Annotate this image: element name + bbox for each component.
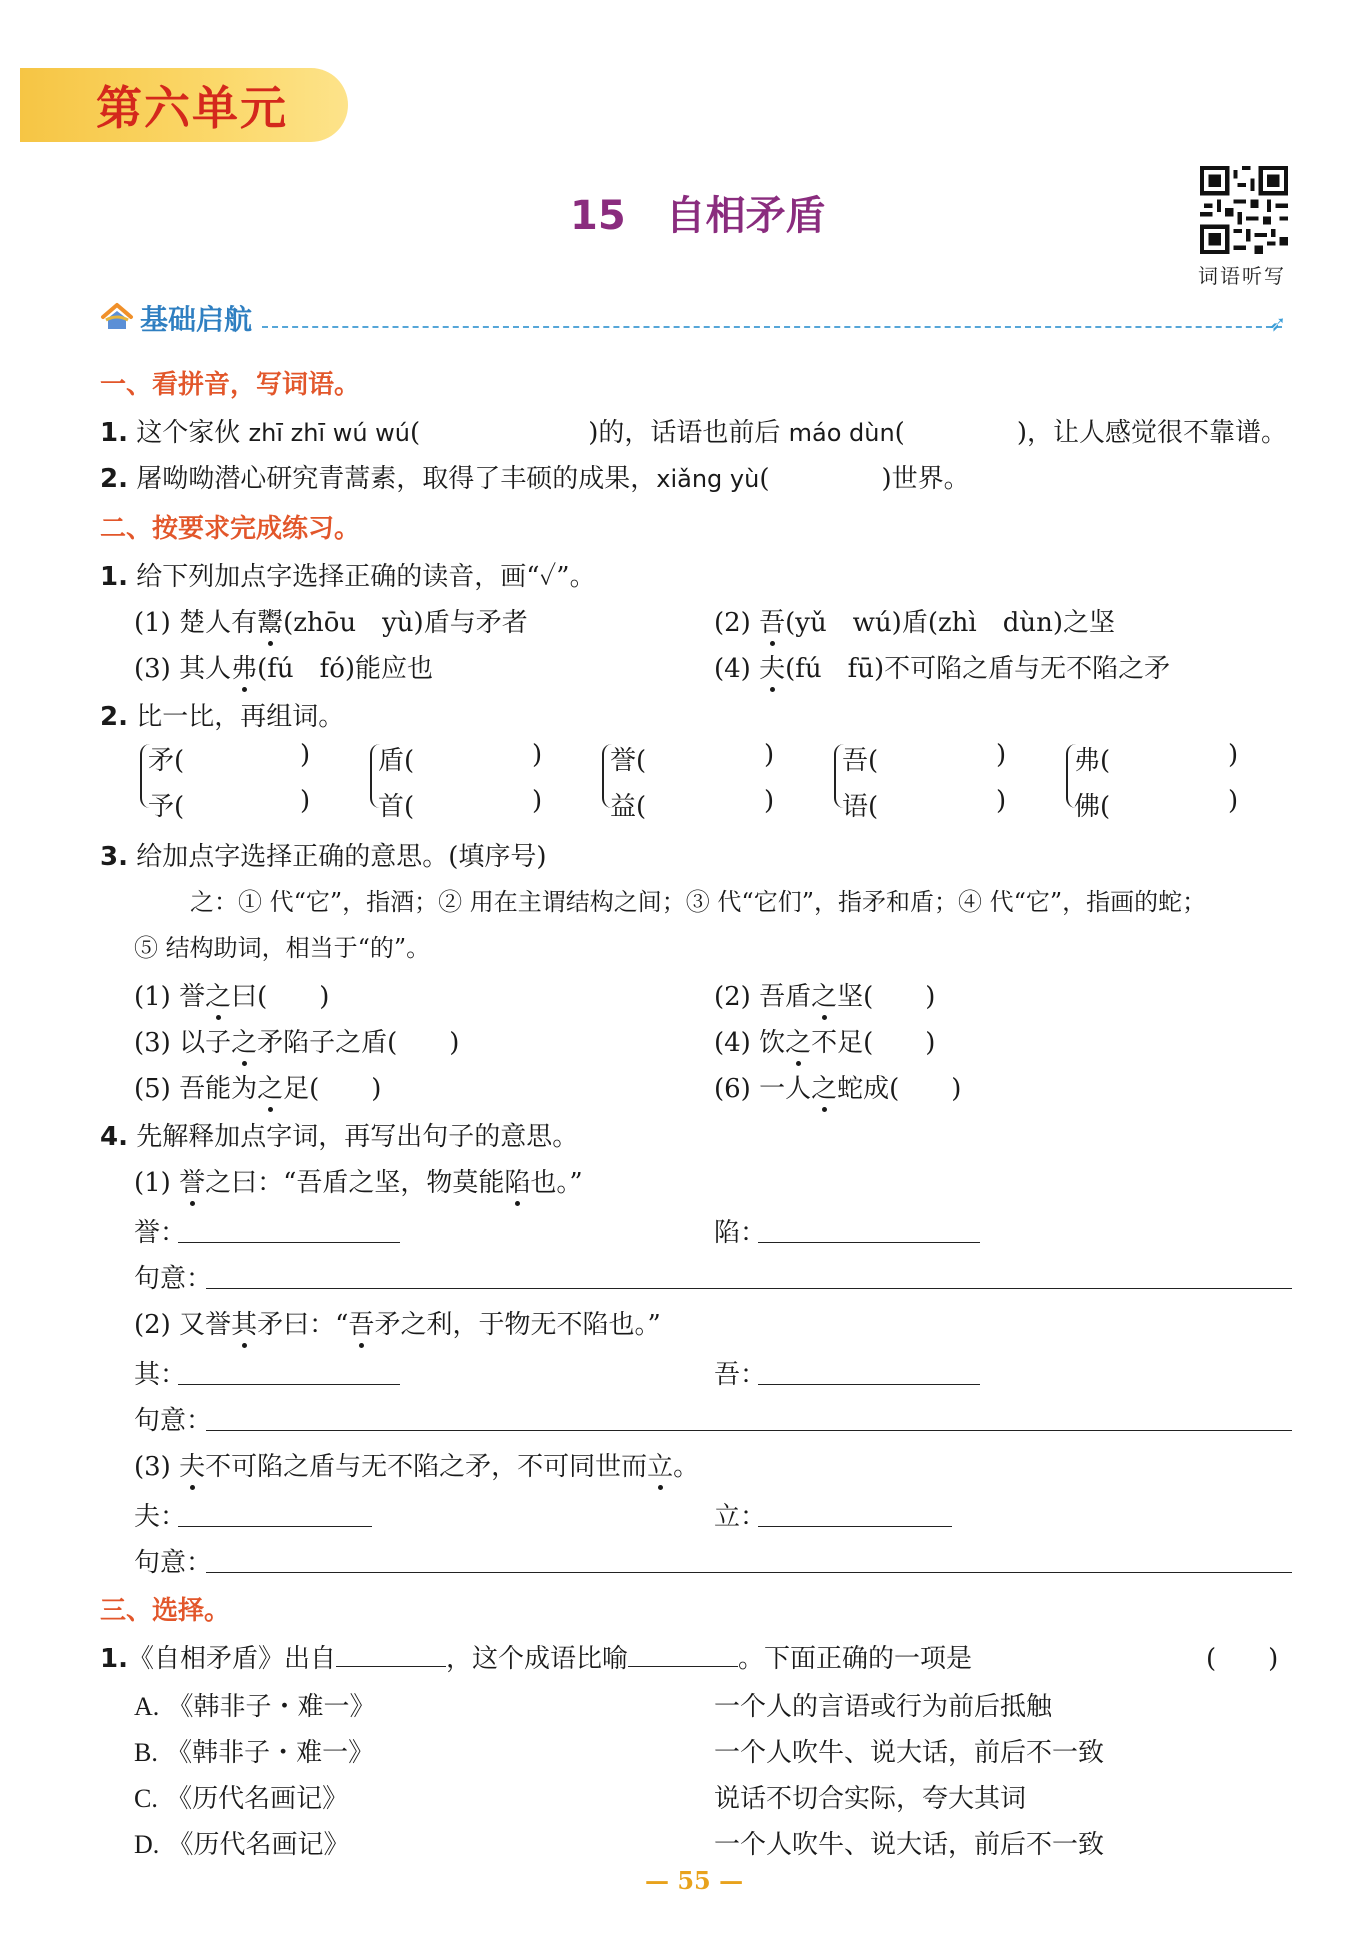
item-text: (4) <box>714 654 760 684</box>
word-label: 吾： <box>714 1360 767 1390</box>
dotted-char: 之 <box>785 1022 811 1059</box>
lesson-title <box>570 184 826 241</box>
item-text: (fú fó)能应也 <box>257 654 434 684</box>
part1-q1 <box>100 412 1287 449</box>
answer-line[interactable] <box>206 1572 1292 1573</box>
question-text: 《自相矛盾》出自 <box>127 1644 336 1674</box>
dotted-char: 吾 <box>348 1304 374 1341</box>
dotted-char: 夫 <box>179 1446 205 1483</box>
sentence-text: 也。” <box>530 1168 583 1198</box>
question-text: )，让人感觉很不靠谱。 <box>1016 418 1287 448</box>
part2-q4 <box>100 1116 578 1153</box>
paren-close: ) <box>532 786 543 816</box>
option-source: 《历代名画记》 <box>167 1830 350 1860</box>
paren-close: ) <box>532 740 543 770</box>
option-source: 《历代名画记》 <box>166 1784 349 1814</box>
meaning-label: 句意： <box>134 1406 213 1436</box>
section-divider <box>262 326 1282 328</box>
item-text: (3) 以子 <box>134 1028 232 1058</box>
paren-close: ) <box>1228 786 1239 816</box>
option-d[interactable] <box>134 1824 350 1861</box>
pair-top[interactable] <box>610 740 646 777</box>
paren-close: ) <box>764 740 775 770</box>
question-text: )的，话语也前后 <box>588 418 789 448</box>
arrow-right-icon: ➶ <box>1268 312 1287 337</box>
pair-top[interactable] <box>842 740 878 777</box>
pinyin: máo dùn <box>788 419 895 447</box>
question-text: ，这个成语比喻 <box>445 1644 628 1674</box>
qr-code-icon[interactable] <box>1200 166 1288 254</box>
question-text: 先解释加点字词，再写出句子的意思。 <box>136 1122 579 1152</box>
option-a-meaning: 一个人的言语或行为前后抵触 <box>714 1692 1053 1722</box>
paren-open: ( <box>894 418 905 448</box>
item-text: 不足( ) <box>811 1028 936 1058</box>
sentence-2 <box>134 1304 661 1341</box>
meaning-item[interactable] <box>134 976 329 1013</box>
item-text: (3) 其人 <box>134 654 232 684</box>
meaning-item[interactable] <box>714 1068 961 1105</box>
question-text: 给下列加点字选择正确的读音，画“✓”。 <box>136 562 596 592</box>
dotted-char: 其 <box>231 1304 257 1341</box>
pair-char: 矛( <box>148 746 185 776</box>
sentence-text: (2) 又誉 <box>134 1310 232 1340</box>
part3-heading: 三、选择。 <box>100 1596 231 1626</box>
pair-bottom[interactable] <box>842 786 878 823</box>
question-text: 屠呦呦潜心研究青蒿素，取得了丰硕的成果， <box>136 464 657 494</box>
item-text: 曰( ) <box>231 982 330 1012</box>
dotted-char: 之 <box>257 1068 283 1105</box>
answer-blank[interactable] <box>628 1645 738 1667</box>
page-number: — 55 — <box>645 1866 744 1895</box>
question-text: 这个家伙 <box>136 418 249 448</box>
paren-close: ) <box>996 786 1007 816</box>
option-c[interactable] <box>134 1778 348 1815</box>
sentence-3 <box>134 1446 699 1483</box>
item-text: 矛陷子之盾( ) <box>257 1028 460 1058</box>
item-text: (6) 一人 <box>714 1074 812 1104</box>
question-text: 比一比，再组词。 <box>136 702 345 732</box>
question-text: 。下面正确的一项是 <box>738 1644 973 1674</box>
answer-line[interactable] <box>758 1242 980 1243</box>
answer-line[interactable] <box>206 1288 1292 1289</box>
word-label: 夫： <box>134 1502 187 1532</box>
sentence-text: 矛曰：“ <box>257 1310 349 1340</box>
answer-line[interactable] <box>758 1526 952 1527</box>
pair-bottom[interactable] <box>1074 786 1110 823</box>
item-text: (1) 楚人有 <box>134 608 258 638</box>
item-text: 坚( ) <box>837 982 936 1012</box>
dotted-char: 之 <box>811 1068 837 1105</box>
sentence-text: (1) <box>134 1168 180 1198</box>
pair-char: 予( <box>148 792 185 822</box>
word-label: 陷： <box>714 1218 767 1248</box>
pair-bottom[interactable] <box>148 786 184 823</box>
section-title: 基础启航 <box>140 303 253 336</box>
answer-line[interactable] <box>178 1242 400 1243</box>
question-number: 2. <box>100 702 128 732</box>
item-text: (1) 誉 <box>134 982 206 1012</box>
sentence-text: 之曰：“吾盾之坚，物莫能 <box>205 1168 505 1198</box>
item-text: (4) 饮 <box>714 1028 786 1058</box>
dotted-char: 夫 <box>759 648 785 685</box>
option-a[interactable] <box>134 1686 376 1723</box>
meaning-label: 句意： <box>134 1264 213 1294</box>
part1-heading: 一、看拼音，写词语。 <box>100 370 361 400</box>
pair-char: 佛( <box>1074 792 1111 822</box>
item-text: 足( ) <box>283 1074 382 1104</box>
dotted-char: 弗 <box>231 648 257 685</box>
answer-line[interactable] <box>178 1526 372 1527</box>
dotted-char: 之 <box>231 1022 257 1059</box>
meaning-item[interactable] <box>714 1022 935 1059</box>
dotted-char: 立 <box>647 1446 673 1483</box>
meaning-label: 句意： <box>134 1548 213 1578</box>
question-number: 2. <box>100 464 128 494</box>
question-number: 1. <box>100 418 128 448</box>
word-label: 誉： <box>134 1218 187 1248</box>
answer-paren[interactable]: ( ) <box>1206 1644 1279 1674</box>
option-d-meaning: 一个人吹牛、说大话，前后不一致 <box>714 1830 1105 1860</box>
sentence-text: 不可陷之盾与无不陷之矛，不可同世而 <box>205 1452 648 1482</box>
paren-close: ) <box>300 786 311 816</box>
dotted-char: 鬻 <box>257 602 283 639</box>
question-number: 1. <box>100 562 128 592</box>
answer-blank[interactable] <box>336 1645 446 1667</box>
option-b[interactable] <box>134 1732 374 1769</box>
item-text: (zhōu yù)盾与矛者 <box>283 608 528 638</box>
part2-q2 <box>100 696 344 733</box>
pair-top[interactable] <box>1074 740 1110 777</box>
option-label: A. <box>134 1692 160 1721</box>
question-text: )世界。 <box>881 464 970 494</box>
item-text: (2) 吾盾 <box>714 982 812 1012</box>
part2-heading: 二、按要求完成练习。 <box>100 514 361 544</box>
paren-open: ( <box>759 464 770 494</box>
dotted-char: 之 <box>205 976 231 1013</box>
pair-top[interactable] <box>378 740 414 777</box>
lesson-name: 自相矛盾 <box>665 193 826 239</box>
answer-line[interactable] <box>178 1384 400 1385</box>
sentence-text: 矛之利，于物无不陷也。” <box>374 1310 661 1340</box>
dotted-char: 之 <box>811 976 837 1013</box>
pronunciation-item[interactable] <box>714 648 1170 685</box>
pinyin: xiǎng yù <box>656 465 760 493</box>
paren-close: ) <box>1228 740 1239 770</box>
sentence-text: 。 <box>673 1452 700 1482</box>
part2-q3 <box>100 836 547 873</box>
qr-caption: 词语听写 <box>1198 264 1286 288</box>
item-text: 蛇成( ) <box>837 1074 962 1104</box>
word-label: 立： <box>714 1502 767 1532</box>
question-number: 4. <box>100 1122 128 1152</box>
pair-char: 吾( <box>842 746 879 776</box>
answer-line[interactable] <box>758 1384 980 1385</box>
meaning-item[interactable] <box>714 976 935 1013</box>
question-number: 3. <box>100 842 128 872</box>
pinyin: zhī zhī wú wú <box>248 419 411 447</box>
part2-q1 <box>100 556 596 593</box>
pair-bottom[interactable] <box>378 786 414 823</box>
pair-top[interactable] <box>148 740 184 777</box>
pair-char: 弗( <box>1074 746 1111 776</box>
definition-line-2: ⑤ 结构助词，相当于“的”。 <box>134 934 431 962</box>
lesson-number: 15 <box>570 193 626 239</box>
unit-title: 第六单元 <box>96 81 288 135</box>
meaning-item[interactable] <box>134 1068 381 1105</box>
item-text: (5) 吾能为 <box>134 1074 258 1104</box>
pair-char: 盾( <box>378 746 415 776</box>
item-text: (2) <box>714 608 760 638</box>
pair-char: 益( <box>610 792 647 822</box>
item-text: (yǔ wú)盾(zhì dùn)之坚 <box>785 608 1116 638</box>
question-number: 1. <box>100 1644 128 1674</box>
option-source: 《韩非子・难一》 <box>166 1738 375 1768</box>
paren-close: ) <box>300 740 311 770</box>
option-c-meaning: 说话不切合实际，夸大其词 <box>714 1784 1027 1814</box>
pair-char: 誉( <box>610 746 647 776</box>
meaning-item[interactable] <box>134 1022 459 1059</box>
home-icon <box>100 300 134 334</box>
option-source: 《韩非子・难一》 <box>167 1692 376 1722</box>
dotted-char: 誉 <box>179 1162 205 1199</box>
sentence-1 <box>134 1162 583 1199</box>
part3-q1 <box>100 1638 972 1675</box>
option-label: B. <box>134 1738 158 1767</box>
dotted-char: 陷 <box>504 1162 530 1199</box>
answer-line[interactable] <box>206 1430 1292 1431</box>
dotted-char: 吾 <box>759 602 785 639</box>
option-label: C. <box>134 1784 158 1813</box>
word-label: 其： <box>134 1360 187 1390</box>
item-text: (fú fū)不可陷之盾与无不陷之矛 <box>785 654 1171 684</box>
definition-line-1: 之：① 代“它”，指酒；② 用在主谓结构之间；③ 代“它们”，指矛和盾；④ 代“它”，指画的蛇； <box>190 888 1207 916</box>
option-b-meaning: 一个人吹牛、说大话，前后不一致 <box>714 1738 1105 1768</box>
pair-char: 首( <box>378 792 415 822</box>
option-label: D. <box>134 1830 160 1859</box>
part1-q2 <box>100 458 970 495</box>
paren-close: ) <box>764 786 775 816</box>
pair-char: 语( <box>842 792 879 822</box>
sentence-text: (3) <box>134 1452 180 1482</box>
question-text: 给加点字选择正确的意思。(填序号) <box>136 842 547 872</box>
paren-close: ) <box>996 740 1007 770</box>
pronunciation-item[interactable] <box>134 602 528 639</box>
pronunciation-item[interactable] <box>714 602 1115 639</box>
paren-open: ( <box>410 418 421 448</box>
pair-bottom[interactable] <box>610 786 646 823</box>
pronunciation-item[interactable] <box>134 648 433 685</box>
